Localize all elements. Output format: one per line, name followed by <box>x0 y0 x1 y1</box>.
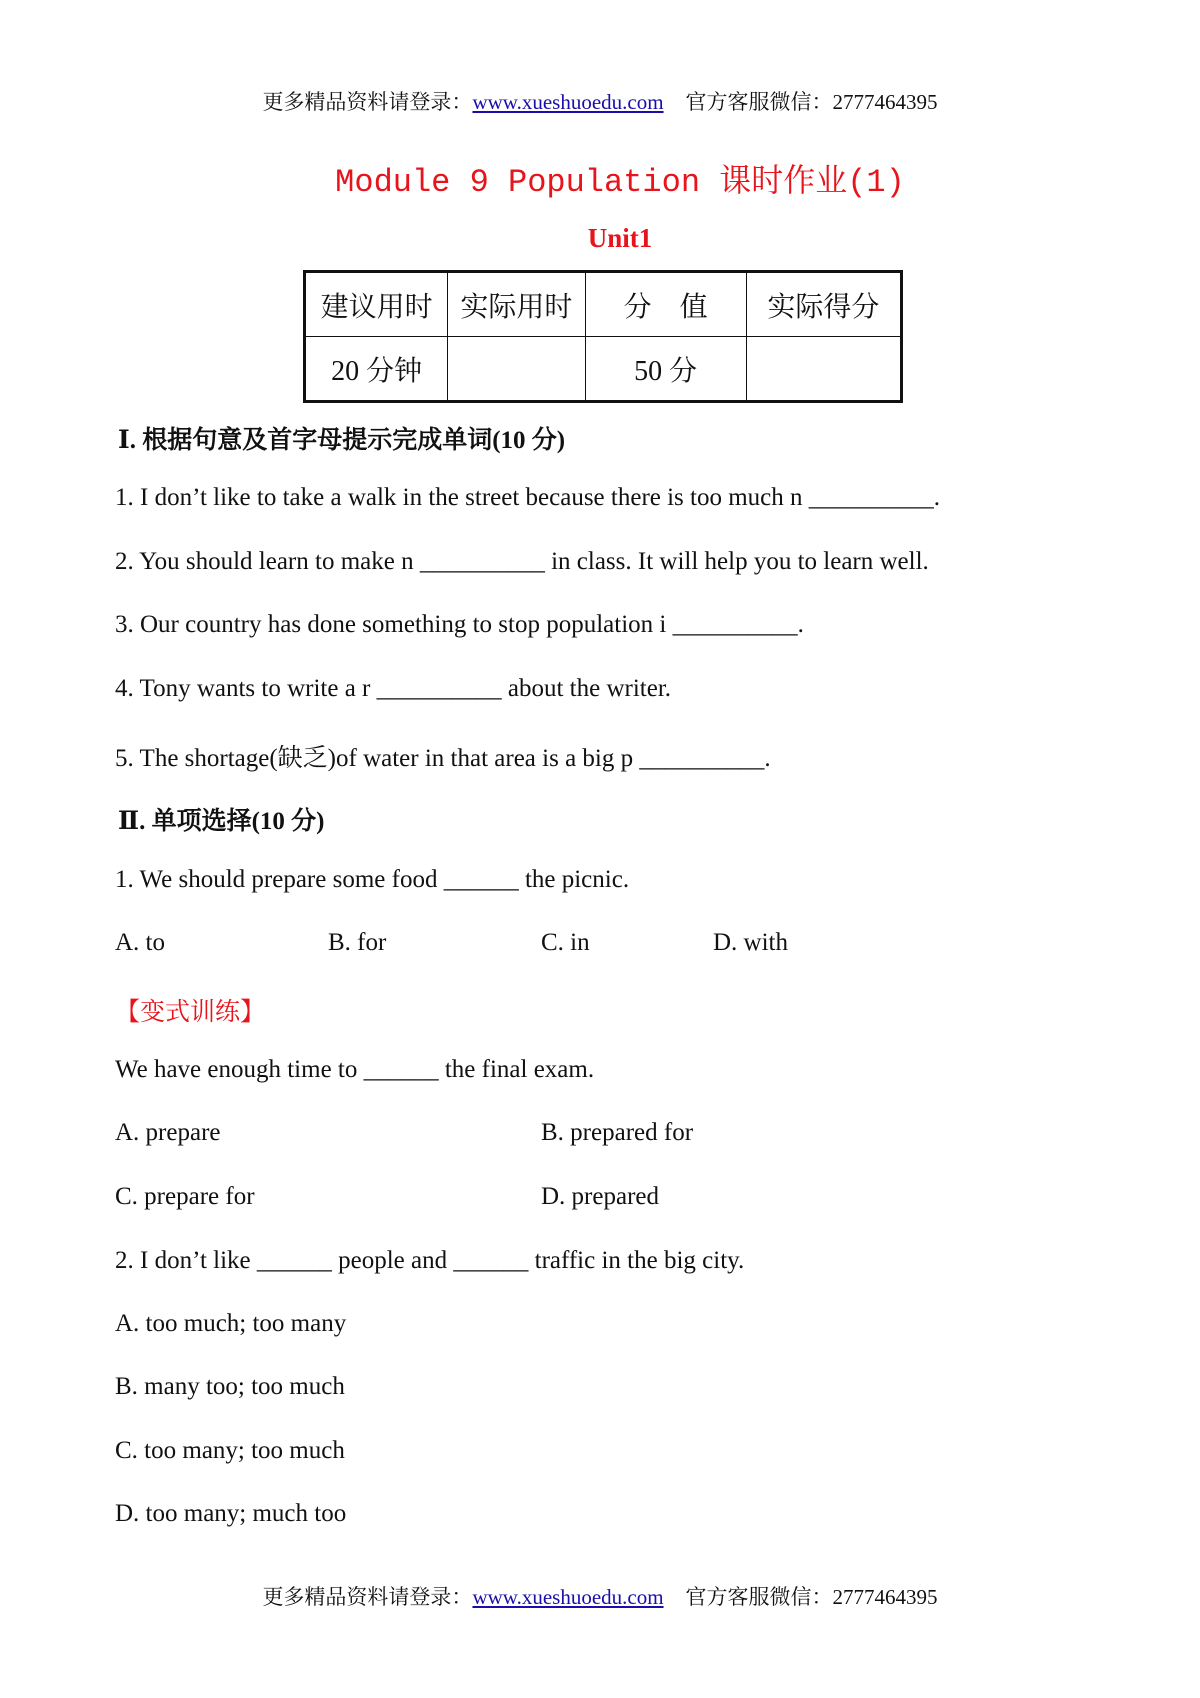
question-item: 2. You should learn to make n __________ in class. It will help you to learn well. <box>115 548 929 575</box>
option-c: C. in <box>541 929 590 956</box>
variant-training-label: 【变式训练】 <box>115 999 266 1026</box>
total-score-cell: 50 分 <box>585 337 746 402</box>
score-header-cell: 分 值 <box>585 272 746 337</box>
footer-prefix: 更多精品资料请登录： <box>262 1585 473 1609</box>
footer-link[interactable]: www.xueshuoedu.com <box>472 1585 664 1609</box>
actual-score-cell <box>746 337 901 402</box>
header-prefix: 更多精品资料请登录： <box>262 90 473 114</box>
header-link[interactable]: www.xueshuoedu.com <box>472 90 664 114</box>
question-item: 1. We should prepare some food ______ the picnic. <box>115 866 630 893</box>
option-a: A. too much; too many <box>115 1310 347 1337</box>
question-item: We have enough time to ______ the final exam. <box>115 1056 595 1083</box>
header-service: 官方客服微信：2777464395 <box>685 90 938 114</box>
option-b: B. prepared for <box>541 1119 694 1146</box>
option-d: D. prepared <box>541 1183 659 1210</box>
question-item: 4. Tony wants to write a r __________ about the writer. <box>115 675 672 702</box>
option-d: D. with <box>713 929 788 956</box>
score-header-cell: 建议用时 <box>305 272 448 337</box>
page-footer <box>0 1581 1200 1611</box>
page-title: Module 9 Population 课时作业(1) <box>335 164 905 201</box>
actual-time-cell <box>448 337 585 402</box>
score-table <box>303 270 903 403</box>
option-c: C. too many; too much <box>115 1437 345 1464</box>
option-a: A. prepare <box>115 1119 221 1146</box>
page-subtitle: Unit1 <box>587 223 653 253</box>
suggested-time-cell: 20 分钟 <box>305 337 448 402</box>
section1-heading: Ⅰ. 根据句意及首字母提示完成单词(10 分) <box>118 427 566 454</box>
question-item: 2. I don’t like ______ people and ______ traffic in the big city. <box>115 1247 745 1274</box>
option-a: A. to <box>115 929 165 956</box>
page-header <box>0 86 1200 116</box>
option-c: C. prepare for <box>115 1183 255 1210</box>
section2-heading: Ⅱ. 单项选择(10 分) <box>118 808 325 835</box>
option-b: B. for <box>328 929 387 956</box>
option-d: D. too many; much too <box>115 1500 347 1527</box>
question-item: 3. Our country has done something to stop population i __________. <box>115 611 804 638</box>
question-item: 1. I don’t like to take a walk in the street because there is too much n __________. <box>115 484 941 511</box>
score-table-header-row <box>305 272 902 337</box>
question-item: 5. The shortage(缺乏)of water in that area is a big p __________. <box>115 745 771 772</box>
footer-service: 官方客服微信：2777464395 <box>685 1585 938 1609</box>
score-header-cell: 实际用时 <box>448 272 585 337</box>
score-table-value-row <box>305 337 902 402</box>
option-b: B. many too; too much <box>115 1373 345 1400</box>
score-header-cell: 实际得分 <box>746 272 901 337</box>
